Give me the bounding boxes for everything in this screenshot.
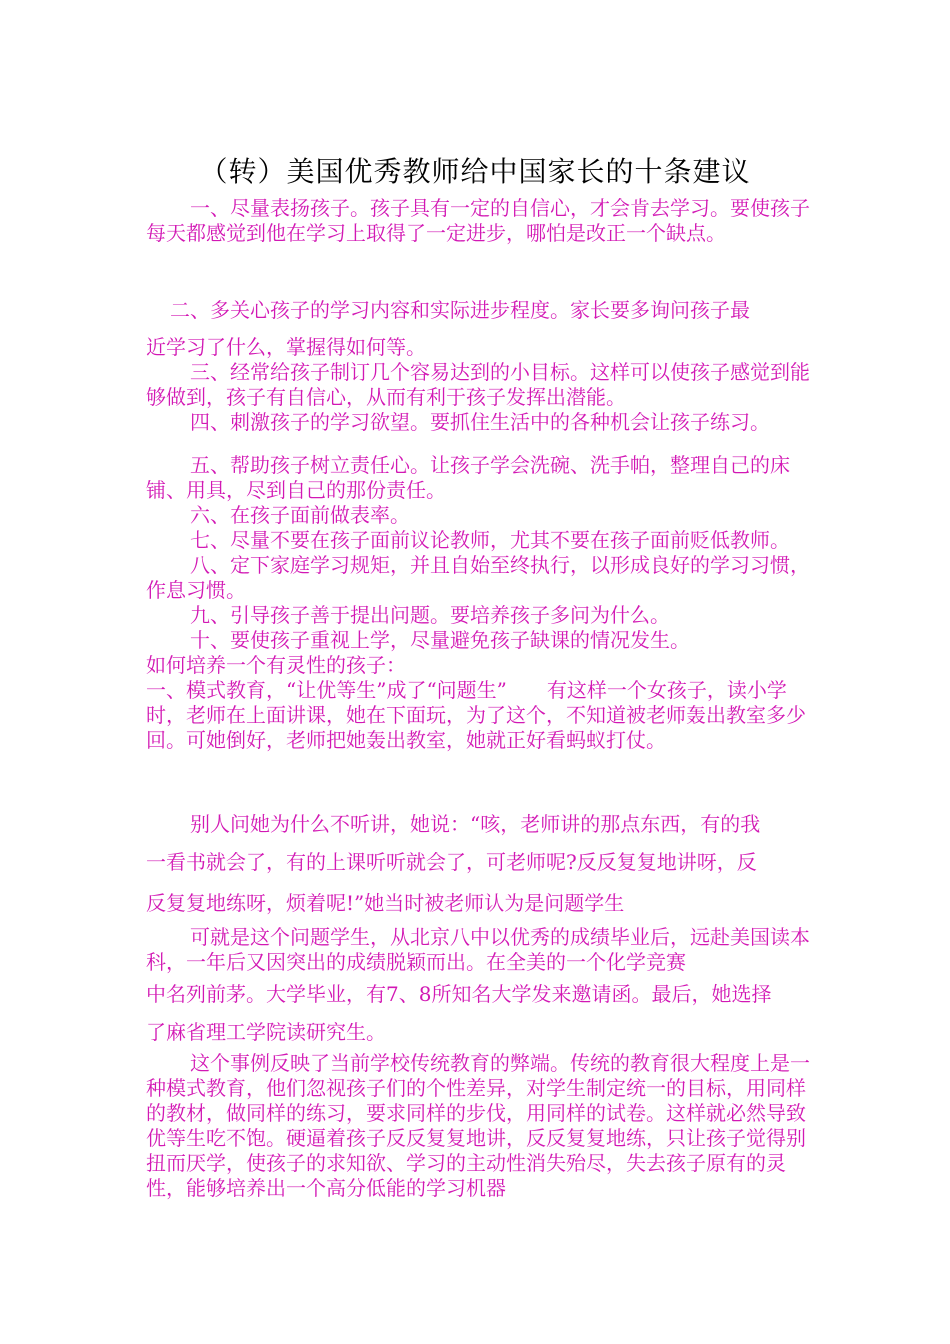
paragraph-1: 一、尽量表扬孩子。孩子具有一定的自信心，才会肯去学习。要使孩子每天都感觉到他在学习上取得了一定进步，哪怕是改正一个缺点。 <box>146 196 810 245</box>
spacer <box>146 246 816 298</box>
paragraph-story-3a: 可就是这个问题学生，从北京八中以优秀的成绩毕业后，远赴美国读本科，一年后又因突出的成绩脱颖而出。在全美的一个化学竞赛 <box>146 925 810 974</box>
paragraph-story-2c: 反复复地练呀，烦着呢!”她当时被老师认为是问题学生 <box>146 891 625 915</box>
paragraph-8: 八、定下家庭学习规矩，并且自始至终执行，以形成良好的学习习惯，作息习惯。 <box>146 553 810 602</box>
paragraph-story-2a: 别人问她为什么不听讲，她说：“咳，老师讲的那点东西，有的我 <box>190 812 761 836</box>
paragraph-3: 三、经常给孩子制订几个容易达到的小目标。这样可以使孩子感觉到能够做到，孩子有自信心，从而有利于孩子发挥出潜能。 <box>146 360 810 409</box>
paragraph-2: 二、多关心孩子的学习内容和实际进步程度。家长要多询问孩子最 <box>170 298 750 322</box>
paragraph-2-cont: 近学习了什么，掌握得如何等。 <box>146 335 426 359</box>
paragraph-5: 五、帮助孩子树立责任心。让孩子学会洗碗、洗手帕，整理自己的床铺、用具，尽到自己的那份责任。 <box>146 453 790 502</box>
paragraph-story-3b: 中名列前茅。大学毕业，有7、8所知名大学发来邀请函。最后，她选择 <box>146 982 772 1006</box>
paragraph-4: 四、刺激孩子的学习欲望。要抓住生活中的各种机会让孩子练习。 <box>190 410 770 434</box>
document-title: （转）美国优秀教师给中国家长的十条建议 <box>199 155 751 188</box>
paragraph-9: 九、引导孩子善于提出问题。要培养孩子多问为什么。 <box>190 603 670 627</box>
paragraph-story-3c: 了麻省理工学院读研究生。 <box>146 1020 386 1044</box>
section-heading: 如何培养一个有灵性的孩子： <box>146 653 406 677</box>
paragraph-10: 十、要使孩子重视上学，尽量避免孩子缺课的情况发生。 <box>190 628 690 652</box>
spacer <box>146 753 816 805</box>
paragraph-story-4: 这个事例反映了当前学校传统教育的弊端。传统的教育很大程度上是一种模式教育，他们忽视孩子们的个性差异，对学生制定统一的目标，用同样的教材，做同样的练习，要求同样的步伐，用同样的试卷。这样就必然导致优等生吃不饱。硬逼着孩子反反复复地讲，反反复复地练，只让孩子觉得别扭而厌学，使孩子的求知欲、学习的主动性消失殆尽，失去孩子原有的灵性，能够培养出一个高分低能的学习机器 <box>146 1051 810 1200</box>
paragraph-story-1: 一、模式教育，“让优等生”成了“问题生” 有这样一个女孩子，读小学时，老师在上面讲课，她在下面玩，为了这个，不知道被老师轰出教室多少回。可她倒好，老师把她轰出教室，她就正好看蚂蚁打仗。 <box>146 678 806 752</box>
paragraph-7: 七、尽量不要在孩子面前议论教师，尤其不要在孩子面前贬低教师。 <box>190 528 790 552</box>
spacer <box>146 435 816 453</box>
document-body <box>146 196 816 1201</box>
paragraph-story-2b: 一看书就会了，有的上课听听就会了，可老师呢?反反复复地讲呀，反 <box>146 850 757 874</box>
paragraph-6: 六、在孩子面前做表率。 <box>190 503 410 527</box>
spacer <box>146 323 816 335</box>
